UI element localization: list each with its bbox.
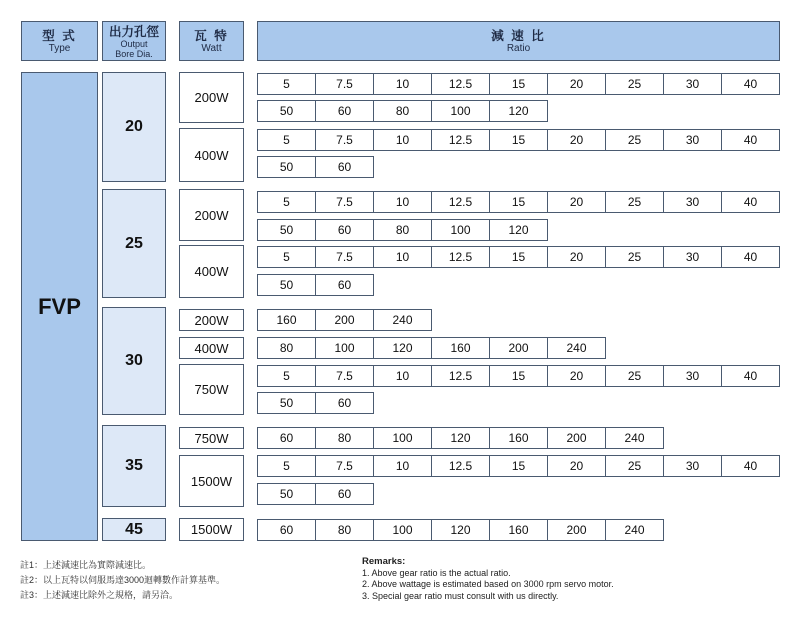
- ratio-cell: 50: [257, 483, 316, 505]
- ratio-cell: 50: [257, 392, 316, 414]
- header-ratio-zh: 減 速 比: [491, 29, 546, 43]
- ratio-cell: 100: [373, 519, 432, 541]
- ratio-cell: 80: [373, 219, 432, 241]
- ratio-cell: 15: [489, 455, 548, 477]
- ratio-cell: 20: [547, 365, 606, 387]
- ratio-cell: 200: [547, 519, 606, 541]
- ratio-cell: 240: [605, 427, 664, 449]
- ratio-cell: 40: [721, 455, 780, 477]
- ratio-cell: 120: [431, 519, 490, 541]
- header-type: [21, 21, 98, 61]
- ratio-cell: 120: [431, 427, 490, 449]
- ratio-cell: 15: [489, 129, 548, 151]
- ratio-cell: 20: [547, 246, 606, 268]
- ratio-cell: 10: [373, 191, 432, 213]
- ratio-cell: 120: [489, 219, 548, 241]
- header-bore-zh: 出力孔徑: [108, 25, 159, 39]
- header-ratio: [257, 21, 780, 61]
- ratio-cell: 60: [257, 519, 316, 541]
- ratio-cell: 5: [257, 129, 316, 151]
- ratio-cell: 40: [721, 129, 780, 151]
- ratio-cell: 12.5: [431, 73, 490, 95]
- ratio-cell: 60: [315, 483, 374, 505]
- ratio-cell: 20: [547, 73, 606, 95]
- ratio-cell: 160: [257, 309, 316, 331]
- ratio-cell: 20: [547, 129, 606, 151]
- ratio-cell: 60: [257, 427, 316, 449]
- ratio-cell: 30: [663, 129, 722, 151]
- header-watt-en: Watt: [201, 43, 222, 54]
- bore-cell-25: 25: [102, 189, 166, 298]
- ratio-cell: 240: [373, 309, 432, 331]
- bore-cell-35: 35: [102, 425, 166, 507]
- ratio-cell: 10: [373, 455, 432, 477]
- ratio-cell: 25: [605, 191, 664, 213]
- ratio-cell: 15: [489, 365, 548, 387]
- bore-cell-20: 20: [102, 72, 166, 182]
- ratio-cell: 15: [489, 73, 548, 95]
- ratio-cell: 25: [605, 246, 664, 268]
- ratio-cell: 50: [257, 274, 316, 296]
- ratio-cell: 7.5: [315, 129, 374, 151]
- header-bore-en1: Output: [120, 39, 148, 49]
- ratio-cell: 240: [605, 519, 664, 541]
- ratio-cell: 7.5: [315, 191, 374, 213]
- ratio-cell: 7.5: [315, 246, 374, 268]
- ratio-cell: 10: [373, 129, 432, 151]
- ratio-cell: 50: [257, 219, 316, 241]
- ratio-cell: 7.5: [315, 365, 374, 387]
- ratio-cell: 80: [257, 337, 316, 359]
- ratio-cell: 12.5: [431, 365, 490, 387]
- header-ratio-en: Ratio: [506, 43, 531, 54]
- note-zh-2: 註2：以上瓦特以伺服馬達3000迴轉數作計算基準。: [20, 575, 226, 585]
- ratio-cell: 30: [663, 73, 722, 95]
- ratio-cell: 5: [257, 191, 316, 213]
- ratio-cell: 12.5: [431, 455, 490, 477]
- ratio-cell: 30: [663, 365, 722, 387]
- ratio-cell: 20: [547, 191, 606, 213]
- remark-1: 1. Above gear ratio is the actual ratio.: [362, 567, 511, 578]
- ratio-cell: 5: [257, 246, 316, 268]
- watt-cell: 400W: [179, 337, 244, 359]
- ratio-cell: 160: [489, 427, 548, 449]
- ratio-cell: 80: [373, 100, 432, 122]
- ratio-cell: 10: [373, 365, 432, 387]
- ratio-cell: 15: [489, 191, 548, 213]
- watt-cell: 200W: [179, 309, 244, 331]
- ratio-cell: 20: [547, 455, 606, 477]
- ratio-cell: 160: [431, 337, 490, 359]
- watt-cell: 400W: [179, 245, 244, 298]
- ratio-cell: 80: [315, 427, 374, 449]
- watt-cell: 1500W: [179, 455, 244, 507]
- ratio-cell: 120: [489, 100, 548, 122]
- ratio-cell: 30: [663, 455, 722, 477]
- header-type-en: Type: [48, 43, 71, 54]
- ratio-cell: 40: [721, 191, 780, 213]
- notes-chinese: [20, 558, 225, 603]
- remark-2: 2. Above wattage is estimated based on 3000 rpm servo motor.: [362, 579, 614, 589]
- ratio-cell: 100: [431, 219, 490, 241]
- ratio-cell: 7.5: [315, 73, 374, 95]
- ratio-cell: 200: [489, 337, 548, 359]
- ratio-cell: 5: [257, 73, 316, 95]
- ratio-cell: 10: [373, 246, 432, 268]
- watt-cell: 400W: [179, 128, 244, 182]
- remark-3: 3. Special gear ratio must consult with us directly.: [362, 590, 559, 601]
- header-watt: [179, 21, 244, 61]
- watt-cell: 200W: [179, 72, 244, 123]
- ratio-cell: 50: [257, 156, 316, 178]
- ratio-cell: 60: [315, 392, 374, 414]
- ratio-cell: 60: [315, 274, 374, 296]
- ratio-cell: 7.5: [315, 455, 374, 477]
- header-bore: [102, 21, 166, 61]
- ratio-cell: 240: [547, 337, 606, 359]
- header-bore-en2: Bore Dia.: [115, 49, 153, 59]
- ratio-cell: 200: [315, 309, 374, 331]
- ratio-cell: 40: [721, 73, 780, 95]
- ratio-cell: 50: [257, 100, 316, 122]
- ratio-cell: 40: [721, 365, 780, 387]
- ratio-cell: 5: [257, 365, 316, 387]
- remarks-title: Remarks:: [362, 556, 406, 567]
- watt-cell: 200W: [179, 189, 244, 241]
- ratio-cell: 120: [373, 337, 432, 359]
- ratio-cell: 80: [315, 519, 374, 541]
- bore-cell-30: 30: [102, 307, 166, 415]
- note-zh-3: 註3：上述減速比除外之規格，請另洽。: [20, 590, 179, 600]
- watt-cell: 750W: [179, 427, 244, 449]
- bore-cell-45: 45: [102, 518, 166, 541]
- ratio-cell: 10: [373, 73, 432, 95]
- note-zh-1: 註1：上述減速比為實際減速比。: [20, 560, 152, 570]
- watt-cell: 1500W: [179, 518, 244, 541]
- header-type-zh: 型 式: [42, 29, 77, 43]
- ratio-cell: 60: [315, 219, 374, 241]
- ratio-cell: 25: [605, 455, 664, 477]
- ratio-cell: 12.5: [431, 246, 490, 268]
- watt-cell: 750W: [179, 364, 244, 415]
- ratio-cell: 25: [605, 73, 664, 95]
- ratio-cell: 30: [663, 246, 722, 268]
- ratio-cell: 40: [721, 246, 780, 268]
- ratio-cell: 100: [315, 337, 374, 359]
- ratio-cell: 60: [315, 100, 374, 122]
- ratio-cell: 25: [605, 129, 664, 151]
- ratio-cell: 60: [315, 156, 374, 178]
- ratio-cell: 30: [663, 191, 722, 213]
- ratio-cell: 12.5: [431, 129, 490, 151]
- ratio-cell: 15: [489, 246, 548, 268]
- ratio-cell: 160: [489, 519, 548, 541]
- ratio-cell: 12.5: [431, 191, 490, 213]
- ratio-cell: 100: [431, 100, 490, 122]
- ratio-cell: 5: [257, 455, 316, 477]
- ratio-cell: 25: [605, 365, 664, 387]
- header-watt-zh: 瓦 特: [194, 29, 229, 43]
- ratio-cell: 100: [373, 427, 432, 449]
- ratio-cell: 200: [547, 427, 606, 449]
- model-cell: FVP: [21, 72, 98, 541]
- remarks: [362, 556, 614, 602]
